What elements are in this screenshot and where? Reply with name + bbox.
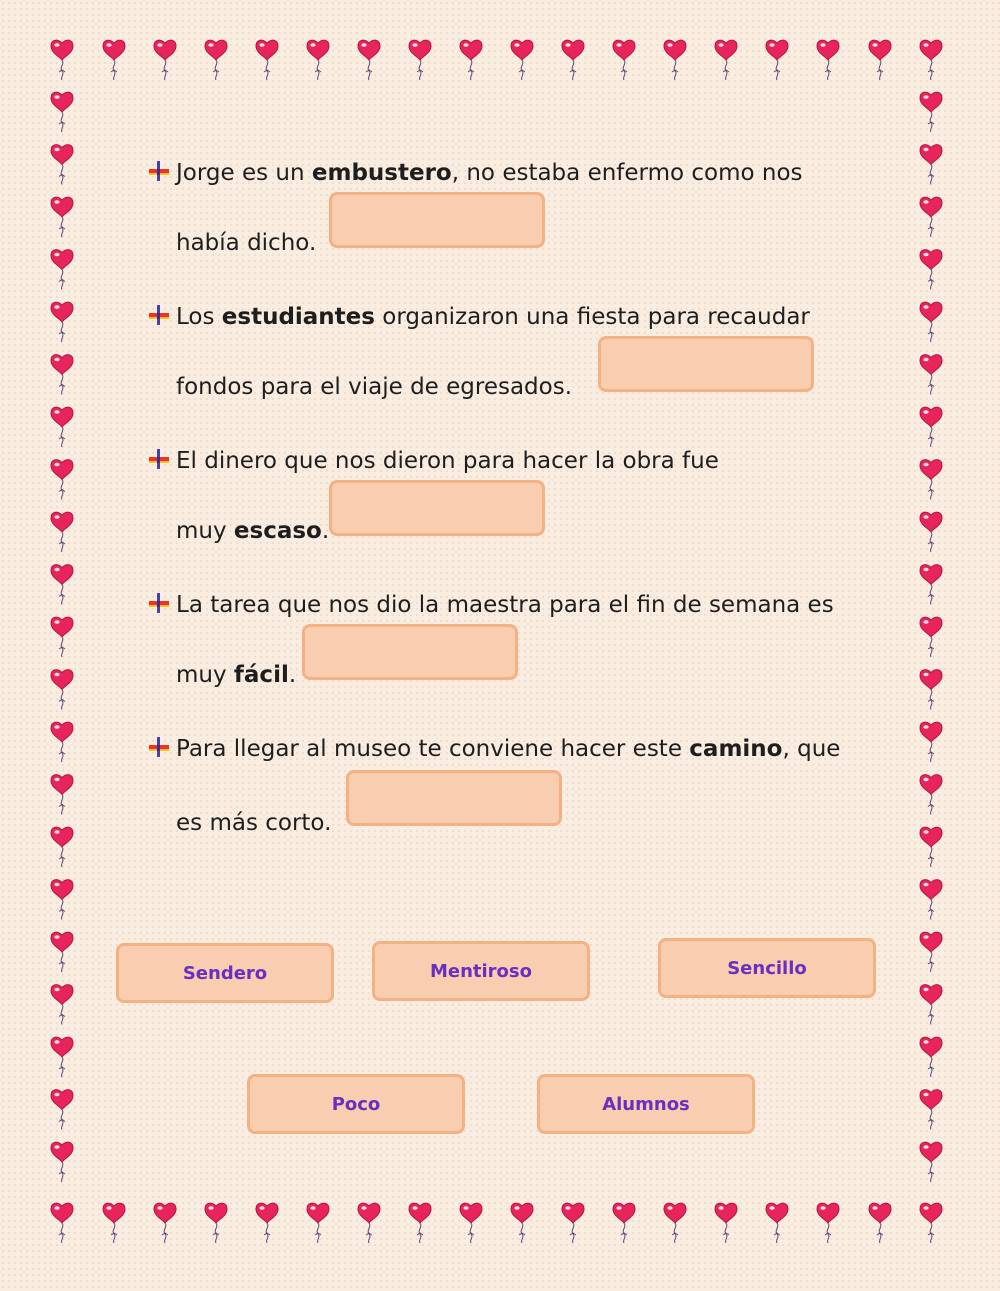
heart-balloon-icon xyxy=(613,1203,635,1243)
heart-balloon-icon xyxy=(205,1203,227,1243)
highlight-word: camino xyxy=(689,736,783,762)
heart-balloon-icon xyxy=(51,92,73,132)
sentence-line-1: Jorge es un embustero, no estaba enfermo como nos xyxy=(176,160,803,186)
drop-zone-4[interactable] xyxy=(302,624,518,680)
sentence-line-1: Para llegar al museo te conviene hacer este camino, que xyxy=(176,736,841,762)
heart-balloon-icon xyxy=(869,40,891,80)
heart-balloon-icon xyxy=(920,1090,942,1130)
heart-balloon-icon xyxy=(920,40,942,80)
heart-balloon-icon xyxy=(920,145,942,185)
cross-bullet-icon xyxy=(148,592,170,614)
heart-balloon-icon xyxy=(766,1203,788,1243)
heart-balloon-icon xyxy=(51,40,73,80)
heart-balloon-icon xyxy=(920,722,942,762)
heart-balloon-icon xyxy=(103,40,125,80)
heart-balloon-icon xyxy=(51,355,73,395)
heart-balloon-icon xyxy=(920,512,942,552)
option-chip-sendero[interactable]: Sendero xyxy=(116,943,334,1003)
heart-balloon-icon xyxy=(51,932,73,972)
heart-balloon-icon xyxy=(154,1203,176,1243)
sentence-line-1: El dinero que nos dieron para hacer la obra fue xyxy=(176,448,719,474)
heart-balloon-icon xyxy=(51,407,73,447)
heart-balloon-icon xyxy=(817,1203,839,1243)
heart-balloon-icon xyxy=(920,1203,942,1243)
cross-bullet-icon xyxy=(148,448,170,470)
heart-balloon-icon xyxy=(307,1203,329,1243)
heart-balloon-icon xyxy=(460,1203,482,1243)
cross-bullet-icon xyxy=(148,160,170,182)
heart-balloon-icon xyxy=(920,880,942,920)
sentence-line-1: Los estudiantes organizaron una fiesta para recaudar xyxy=(176,304,810,330)
heart-balloon-icon xyxy=(51,1203,73,1243)
heart-balloon-icon xyxy=(51,1037,73,1077)
highlight-word: embustero xyxy=(311,160,452,186)
heart-balloon-icon xyxy=(920,775,942,815)
heart-balloon-icon xyxy=(51,985,73,1025)
sentence-line-1: La tarea que nos dio la maestra para el fin de semana es xyxy=(176,592,834,618)
heart-balloon-icon xyxy=(51,670,73,710)
option-chip-poco[interactable]: Poco xyxy=(247,1074,465,1134)
heart-balloon-icon xyxy=(256,40,278,80)
heart-balloon-icon xyxy=(511,40,533,80)
heart-balloon-icon xyxy=(103,1203,125,1243)
sentence-line-2: había dicho. xyxy=(176,230,317,256)
heart-balloon-icon xyxy=(920,827,942,867)
drop-zone-3[interactable] xyxy=(329,480,545,536)
heart-balloon-icon xyxy=(51,1090,73,1130)
heart-balloon-icon xyxy=(920,985,942,1025)
heart-balloon-icon xyxy=(51,302,73,342)
heart-balloon-icon xyxy=(613,40,635,80)
highlight-word: fácil xyxy=(233,662,289,688)
sentence-line-2: es más corto. xyxy=(176,810,332,836)
heart-balloon-icon xyxy=(715,40,737,80)
option-chip-sencillo[interactable]: Sencillo xyxy=(658,938,876,998)
heart-balloon-icon xyxy=(256,1203,278,1243)
sentence-line-2: muy escaso. xyxy=(176,518,330,544)
heart-balloon-icon xyxy=(51,460,73,500)
heart-balloon-icon xyxy=(920,932,942,972)
heart-balloon-icon xyxy=(664,1203,686,1243)
heart-balloon-icon xyxy=(51,565,73,605)
heart-balloon-icon xyxy=(51,827,73,867)
drop-zone-2[interactable] xyxy=(598,336,814,392)
heart-balloon-icon xyxy=(51,775,73,815)
cross-bullet-icon xyxy=(148,736,170,758)
heart-balloon-icon xyxy=(51,880,73,920)
heart-balloon-icon xyxy=(562,1203,584,1243)
heart-balloon-icon xyxy=(562,40,584,80)
heart-balloon-icon xyxy=(154,40,176,80)
heart-balloon-icon xyxy=(817,40,839,80)
highlight-word: estudiantes xyxy=(221,304,375,330)
heart-balloon-icon xyxy=(358,40,380,80)
heart-balloon-icon xyxy=(920,407,942,447)
drop-zone-1[interactable] xyxy=(329,192,545,248)
heart-balloon-icon xyxy=(307,40,329,80)
heart-balloon-icon xyxy=(511,1203,533,1243)
heart-balloon-icon xyxy=(869,1203,891,1243)
heart-balloon-icon xyxy=(51,722,73,762)
heart-balloon-icon xyxy=(51,1142,73,1182)
heart-balloon-icon xyxy=(920,1142,942,1182)
heart-balloon-icon xyxy=(920,250,942,290)
heart-balloon-icon xyxy=(460,40,482,80)
heart-balloon-icon xyxy=(920,1037,942,1077)
sentence-line-2: muy fácil. xyxy=(176,662,297,688)
heart-balloon-icon xyxy=(920,92,942,132)
heart-balloon-icon xyxy=(920,460,942,500)
heart-balloon-icon xyxy=(51,145,73,185)
heart-balloon-icon xyxy=(920,617,942,657)
drop-zone-5[interactable] xyxy=(346,770,562,826)
heart-balloon-icon xyxy=(920,302,942,342)
sentence-line-2: fondos para el viaje de egresados. xyxy=(176,374,573,400)
heart-balloon-icon xyxy=(358,1203,380,1243)
heart-balloon-icon xyxy=(51,617,73,657)
heart-balloon-icon xyxy=(51,250,73,290)
heart-balloon-icon xyxy=(51,197,73,237)
heart-balloon-icon xyxy=(409,40,431,80)
heart-balloon-icon xyxy=(766,40,788,80)
option-chip-mentiroso[interactable]: Mentiroso xyxy=(372,941,590,1001)
heart-balloon-icon xyxy=(920,355,942,395)
heart-balloon-icon xyxy=(664,40,686,80)
heart-balloon-icon xyxy=(715,1203,737,1243)
heart-balloon-icon xyxy=(205,40,227,80)
highlight-word: escaso xyxy=(233,518,322,544)
heart-balloon-icon xyxy=(920,565,942,605)
heart-balloon-icon xyxy=(920,197,942,237)
option-chip-alumnos[interactable]: Alumnos xyxy=(537,1074,755,1134)
heart-balloon-icon xyxy=(51,512,73,552)
cross-bullet-icon xyxy=(148,304,170,326)
heart-balloon-icon xyxy=(409,1203,431,1243)
heart-balloon-icon xyxy=(920,670,942,710)
